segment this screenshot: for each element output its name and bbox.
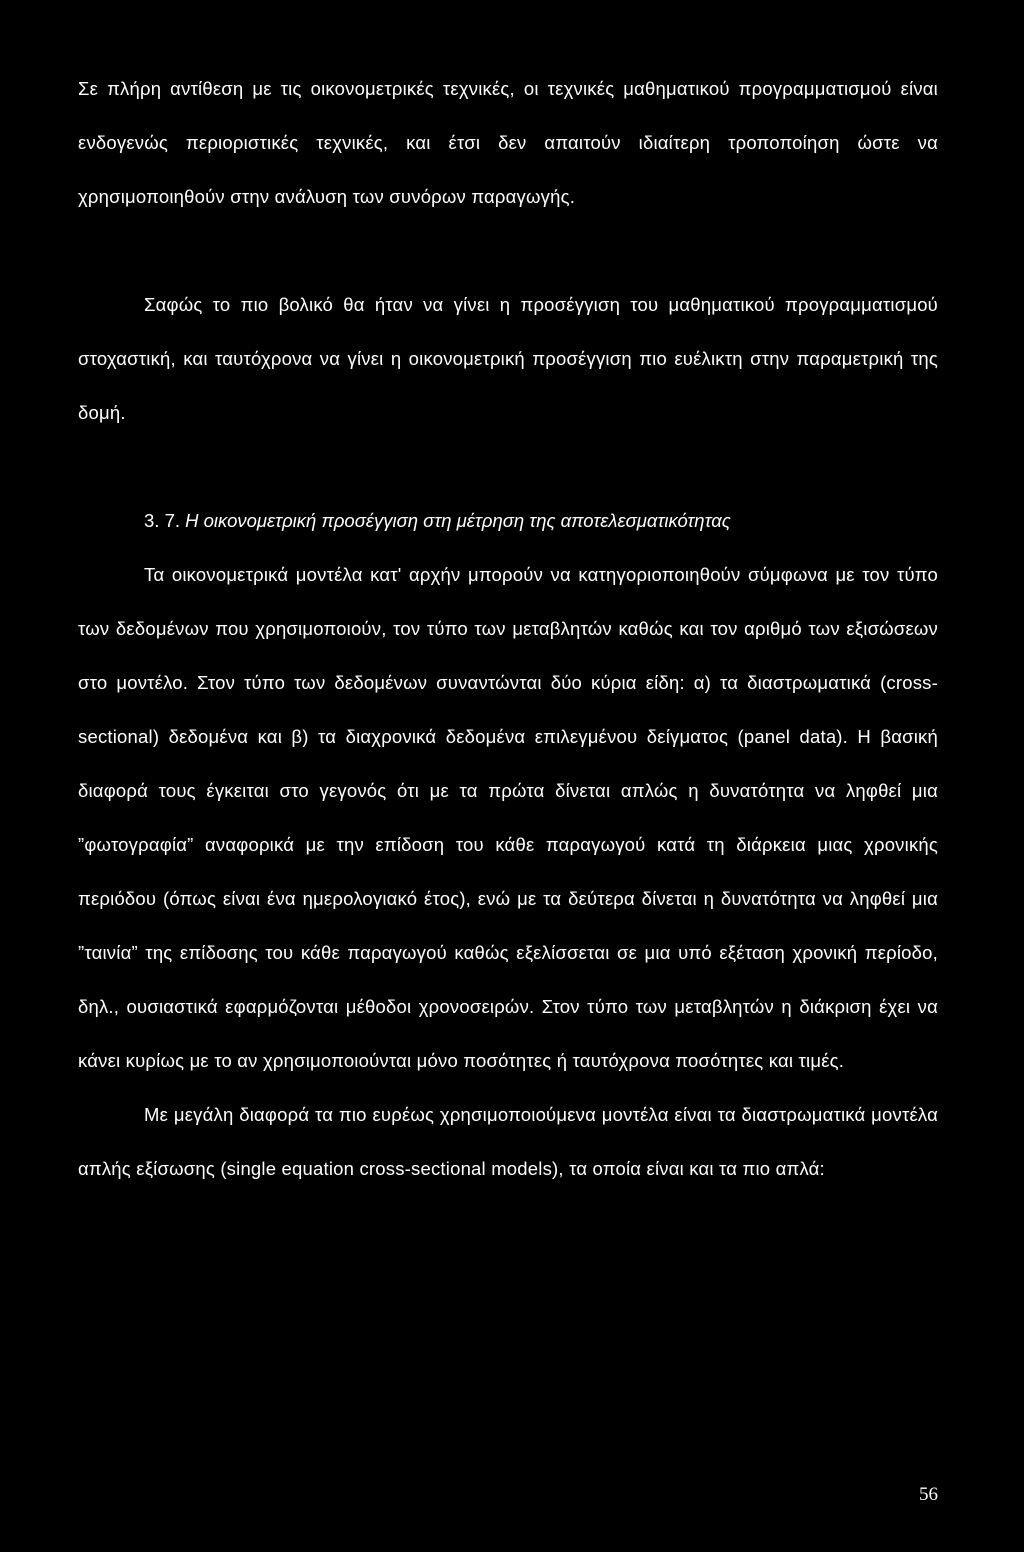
paragraph-2: Σαφώς το πιο βολικό θα ήταν να γίνει η προσέγγιση του μαθηματικού προγραμματισμού στοχαστική, και ταυτόχρονα να γίνει η οικονομετρική προσέγγιση πιο ευέλικτη στην παραμετρική της δομή. <box>78 294 938 423</box>
page-number: 56 <box>919 1484 938 1505</box>
section-number: 3. 7. <box>144 510 180 531</box>
paragraph-1: Σε πλήρη αντίθεση με τις οικονομετρικές τεχνικές, οι τεχνικές μαθηματικού προγραμματισμού είναι ενδογενώς περιοριστικές τεχνικές, και έτσι δεν απαιτούν ιδιαίτερη τροποποίηση ώστε να χρησιμοποιηθούν στην ανάλυση των συνόρων παραγωγής. <box>78 78 938 207</box>
paragraph-4: Με μεγάλη διαφορά τα πιο ευρέως χρησιμοποιούμενα μοντέλα είναι τα διαστρωματικά μοντέλα απλής εξίσωσης (single equation cross-sectional models), τα οποία είναι και τα πιο απλά: <box>78 1104 938 1179</box>
paragraph-3: Τα οικονομετρικά μοντέλα κατ' αρχήν μπορούν να κατηγοριοποιηθούν σύμφωνα με τον τύπο των δεδομένων που χρησιμοποιούν, τον τύπο των μεταβλητών καθώς και τον αριθμό των εξισώσεων στο μοντέλο. Στον τύπο των δεδομένων συναντώνται δύο κύρια είδη: α) τα διαστρωματικά (cross-sectional) δεδομένα και β) τα διαχρονικά δεδομένα επιλεγμένου δείγματος (panel data). Η βασική διαφορά τους έγκειται στο γεγονός ότι με τα πρώτα δίνεται απλώς η δυνατότητα να ληφθεί μια ”φωτογραφία” αναφορικά με την επίδοση του κάθε παραγωγού κατά τη διάρκεια μιας χρονικής περιόδου (όπως είναι ένα ημερολογιακό έτος), ενώ με τα δεύτερα δίνεται η δυνατότητα να ληφθεί μια ”ταινία” της επίδοσης του κάθε παραγωγού καθώς εξελίσσεται σε μια υπό εξέταση χρονική περίοδο, δηλ., ουσιαστικά εφαρμόζονται μέθοδοι χρονοσειρών. Στον τύπο των μεταβλητών η διάκριση έχει να κάνει κυρίως με το αν χρησιμοποιούνται μόνο ποσότητες ή ταυτόχρονα ποσότητες και τιμές. <box>78 564 938 1071</box>
section-heading <box>144 494 938 548</box>
section-title: Η οικονομετρική προσέγγιση στη μέτρηση της αποτελεσματικότητας <box>185 510 731 531</box>
